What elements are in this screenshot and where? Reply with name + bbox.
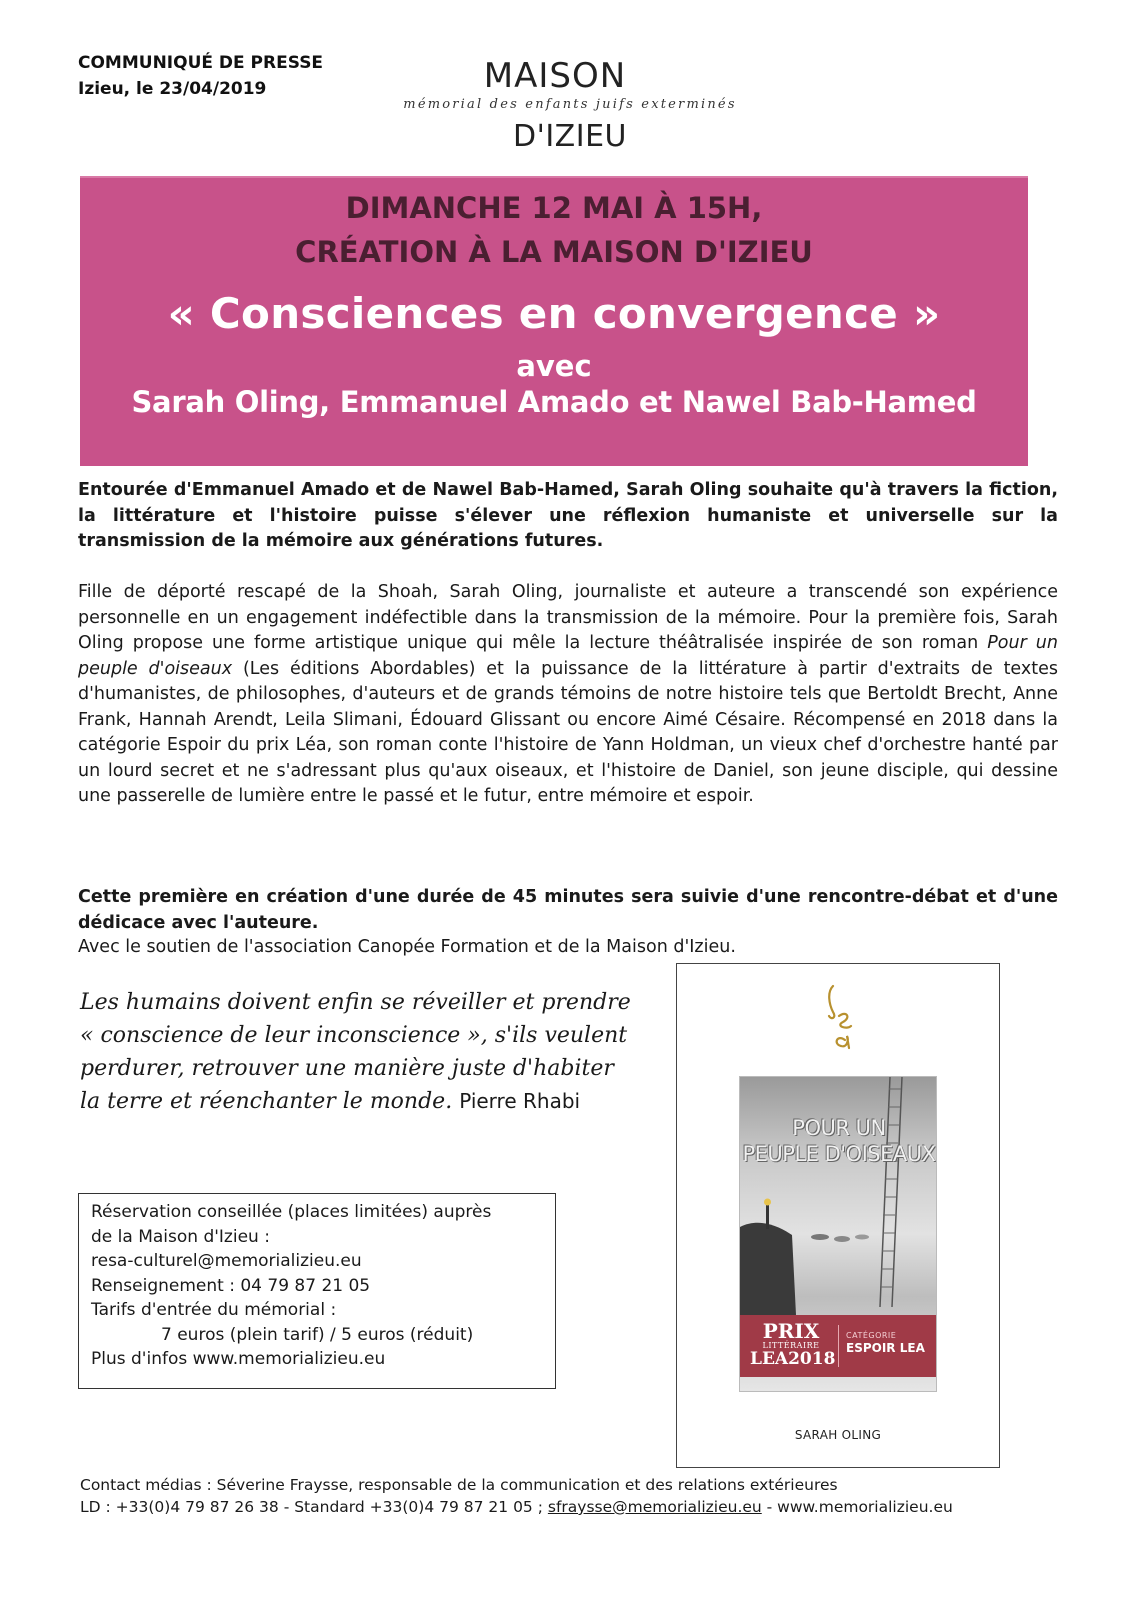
contact-phones: LD : +33(0)4 79 87 26 38 - Standard +33(0)4 79 87 21 05 ; bbox=[80, 1498, 548, 1516]
prize-category bbox=[846, 1331, 925, 1356]
book-author: SARAH OLING bbox=[794, 1428, 882, 1442]
reservation-line1: Réservation conseillée (places limitées) auprès bbox=[91, 1202, 492, 1222]
book-title-inline: Pour un peuple d'oiseaux bbox=[78, 633, 1058, 679]
premiere-paragraph: Cette première en création d'une durée de 45 minutes sera suivie d'une rencontre-débat et d'une dédicace avec l'auteure. bbox=[78, 887, 1058, 933]
press-label: COMMUNIQUÉ DE PRESSE bbox=[78, 53, 324, 73]
quote-author: Pierre Rhabi bbox=[459, 1089, 581, 1113]
ladder-icon bbox=[740, 1077, 937, 1315]
event-banner bbox=[80, 176, 1028, 466]
lea-logo-icon bbox=[817, 982, 861, 1052]
place-date: Izieu, le 23/04/2019 bbox=[78, 79, 267, 99]
logo-tagline: mémorial des enfants juifs exterminés bbox=[403, 97, 737, 112]
cover-title-2: PEUPLE D'OISEAUX bbox=[742, 1142, 936, 1166]
intro-paragraph: Entourée d'Emmanuel Amado et de Nawel Bab-Hamed, Sarah Oling souhaite qu'à travers la fiction, la littérature et l'histoire puisse s'élever une réflexion humaniste et universelle sur la transmission de la mémoire aux générations futures. bbox=[78, 480, 1058, 551]
more-info[interactable]: Plus d'infos www.memorializieu.eu bbox=[91, 1349, 386, 1369]
reservation-phone: Renseignement : 04 79 87 21 05 bbox=[91, 1275, 371, 1296]
quote-block bbox=[80, 986, 640, 1118]
tarifs-value: 7 euros (plein tarif) / 5 euros (réduit) bbox=[161, 1324, 474, 1345]
reservation-line2: de la Maison d'Izieu : bbox=[91, 1226, 270, 1247]
prize-band bbox=[740, 1315, 937, 1377]
prize-divider bbox=[838, 1325, 839, 1367]
contact-email-link[interactable]: sfraysse@memorializieu.eu bbox=[547, 1498, 762, 1516]
logo-maison: MAISON bbox=[483, 56, 627, 96]
prize-logo bbox=[750, 1319, 836, 1369]
contact-website: - www.memorializieu.eu bbox=[761, 1498, 953, 1516]
banner-date-line: DIMANCHE 12 MAI À 15H, bbox=[345, 191, 763, 225]
event-title: « Consciences en convergence » bbox=[167, 289, 941, 338]
banner-date bbox=[80, 186, 1028, 274]
press-header bbox=[78, 50, 323, 102]
category-value: ESPOIR LEA bbox=[846, 1341, 925, 1355]
book-panel bbox=[676, 963, 1000, 1468]
reservation-email[interactable]: resa-culturel@memorializieu.eu bbox=[91, 1251, 362, 1271]
prize-lea: LEA2018 bbox=[750, 1349, 836, 1369]
quote-text: Les humains doivent enfin se réveiller et prendre « conscience de leur inconscience », s'ils veulent perdurer, retrouver une manière juste d'habiter la terre et réenchanter le monde. bbox=[80, 990, 631, 1114]
prize-litteraire: LITTÉRAIRE bbox=[762, 1341, 820, 1350]
main-paragraph-part1: Fille de déporté rescapé de la Shoah, Sarah Oling, journaliste et auteure a transcendé son expérience personnelle en un engagement indéfectible dans la transmission de la mémoire. Pour la première fois, Sarah Oling propose une forme artistique unique qui mêle la lecture théâtralisée inspirée de son roman bbox=[78, 582, 1058, 653]
main-paragraph bbox=[78, 580, 1058, 810]
main-paragraph-part2: (Les éditions Abordables) et la puissance de la littérature à partir d'extraits de textes d'humanistes, de philosophes, d'auteurs et de grands témoins de notre histoire tels que Bertoldt Brecht, Anne Frank, Hannah Arendt, Leila Slimani, Édouard Glissant ou encore Aimé Césaire. Récompensé en 2018 dans la catégorie Espoir du prix Léa, son roman conte l'histoire de Yann Holdman, un vieux chef d'orchestre hanté par un lourd secret et ne s'adressant plus qu'aux oiseaux, et l'histoire de Daniel, son jeune disciple, qui dessine une passerelle de lumière entre le passé et le futur, entre mémoire et espoir. bbox=[78, 658, 1058, 806]
tarifs-label: Tarifs d'entrée du mémorial : bbox=[91, 1300, 337, 1320]
banner-avec: avec bbox=[516, 349, 592, 383]
banner-names: Sarah Oling, Emmanuel Amado et Nawel Bab-Hamed bbox=[131, 385, 977, 419]
book-cover bbox=[739, 1076, 937, 1392]
banner-creation-line: CRÉATION À LA MAISON D'IZIEU bbox=[295, 235, 813, 269]
support-line: Avec le soutien de l'association Canopée Formation et de la Maison d'Izieu. bbox=[78, 937, 736, 957]
prize-word: PRIX bbox=[762, 1319, 820, 1343]
contact-line1: Contact médias : Séverine Fraysse, responsable de la communication et des relations extérieures bbox=[80, 1476, 838, 1494]
cover-title bbox=[740, 1115, 937, 1167]
cover-title-1: POUR UN bbox=[792, 1116, 886, 1140]
contact-footer bbox=[80, 1474, 1070, 1518]
logo-izieu: D'IZIEU bbox=[512, 119, 627, 154]
category-label: CATÉGORIE bbox=[846, 1331, 897, 1340]
maison-izieu-logo bbox=[400, 56, 740, 156]
reservation-box bbox=[78, 1193, 556, 1389]
contact-line2 bbox=[80, 1496, 1070, 1518]
